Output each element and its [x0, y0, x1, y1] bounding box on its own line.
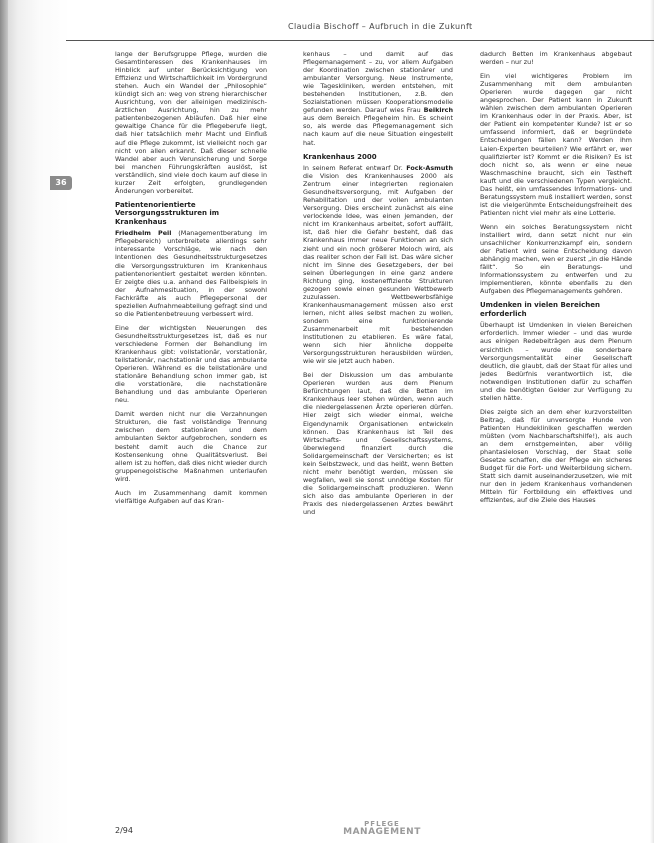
paragraph-text: In seinem Referat entwarf Dr. — [303, 164, 407, 173]
paragraph: Auch im Zusammenhang damit kommen vielfältige Aufgaben auf das Kran- — [115, 488, 267, 505]
paragraph: Wenn ein solches Beratungssystem nicht installiert wird, dann setzt nicht nur ein unsachlicher Konkurrenzkampf ein, sondern der Patient wird seine Entscheidung davon abhängig machen, wen er zuerst „in die Hände fällt“. So ein Beratungs- und Informationssystem zu entwerfen und zu implementieren, könnte ebenfalls zu den Aufgaben des Pflegemanagements gehören. — [480, 222, 632, 296]
paragraph: Bei der Diskussion um das ambulante Operieren wurden aus dem Plenum Befürchtungen laut, daß die Betten im Krankenhaus leer stehen würden, wenn auch die niedergelassenen Ärzte operieren dürfen. Hier zeigt sich wieder einmal, welche Eigendynamik Organisationen entwickeln können. Das Krankenhaus ist Teil des Wirtschafts- und Gesellschaftssystems, überwiegend finanziert durch die Solidargemeinschaft der Versicherten; es ist kein Selbstzweck, und das heißt, wenn Betten nicht mehr benötigt werden, müssen sie wegfallen, weil sie sonst unnötige Kosten für die Solidargemeinschaft produzieren. Wenn sich also das ambulante Operieren in der Praxis des niedergelassenen Arztes bewährt und — [303, 371, 453, 517]
speaker-name: Friedhelm Peil — [115, 229, 172, 238]
text-column-3 — [480, 50, 632, 510]
text-column-1 — [115, 50, 267, 511]
text-column-2 — [303, 50, 453, 522]
magazine-logo — [312, 820, 452, 836]
paragraph: Überhaupt ist Umdenken in vielen Bereichen erforderlich. Immer wieder – und das wurde aus einigen Redebeiträgen aus dem Plenum ersichtlich – wurde die sonderbare Versorgungsmentalität einer Gesellschaft deutlich, die glaubt, daß der Staat für alles und jedes Bedürfnis verantwortlich ist, die notwendigen Institutionen dafür zu schaffen und die benötigten Gelder zur Verfügung zu stellen hätte. — [480, 321, 632, 402]
paragraph-text: kenhaus – und damit auf das Pflegemanagement – zu, vor allem Aufgaben der Koordination zwischen stationärer und ambulanter Versorgung. Neue Instrumente, wie Tageskliniken, werden entstehen, mit bestehenden Institutionen, z.B. den Sozialstationen müssen Kooperationsmodelle gefunden werden. Darauf wies Frau — [303, 50, 453, 115]
paragraph: Dies zeigte sich an dem eher kurzvorstellten Beitrag, daß für unversorgte Hunde von Patienten Hundekliniken geschaffen werden müßten (vom Nachbarschaftshilfe!), als auch an dem ernstgemeinten, aber völlig phantasielosen Vorschlag, der Staat solle Gesetze schaffen, die der Pflege ein sicheres Budget für die Fort- und Weiterbildung sichern. Statt sich damit auseinanderzusetzen, wie mit nur den in jedem Krankenhaus vorhandenen Mitteln für Fortbildung ein effektives und effizientes, auf die Ziele des Hauses — [480, 407, 632, 505]
paragraph: Eine der wichtigsten Neuerungen des Gesundheitsstrukturgesetzes ist, daß es nur verschiedene Formen der Behandlung im Krankenhaus gibt: vollstationär, vorstationär, teilstationär, nachstationär und das ambulante Operieren. Während es die teilstationäre und stationäre Behandlung schon immer gab, ist die vorstationäre, die nachstationäre Behandlung und das ambulante Operieren neu. — [115, 323, 267, 405]
paragraph-text: aus dem Bereich Pflegeheim hin. Es scheint so, als werde das Pflegemanagement sich nach kaum auf die neue Situation eingestellt hat. — [303, 114, 453, 147]
paragraph: lange der Berufsgruppe Pflege, wurden die Gesamtinteressen des Krankenhauses im Hinblick auf unter Berücksichtigung von Effizienz und Wirtschaftlichkeit im Vordergrund stehen. Auch ein Wandel der „Philosophie“ kündigt sich an: weg von streng hierarchischer Ausrichtung, von der alleinigen medizinisch-ärztlichen Ausrichtung, hin zu mehr patientenbezogenen Abläufen. Daß hier eine gewaltige Chance für die Pflegeberufe liegt, daß hier tatsächlich mehr Macht und Einfluß auf die Pflege zukommt, ist vielleicht noch gar nicht von allen erkannt. Daß dieser schnelle Wandel aber auch Verunsicherung und Sorge bei manchen Führungskräften auslöst, ist verständlich, sind viele doch kaum auf diese in kurzer Zeit erfolgten, grundlegenden Änderungen vorbereitet. — [115, 50, 267, 195]
paragraph: Ein viel wichtigeres Problem im Zusammenhang mit dem ambulanten Operieren wurde dagegen gar nicht angesprochen. Der Patient kann in Zukunft wählen zwischen dem ambulanten Operieren im Krankenhaus oder in der Praxis. Aber, ist der Patient ein kompetenter Kunde? Ist er so umfassend informiert, daß er begründete Entscheidungen fällen kann? Werden ihm Laien-Experten beurteilen? Wie erfährt er, wer qualifizierter ist? Kommt er die Risiken? Es ist doch nicht so, als wenn er eine neue Waschmaschine braucht, sich ein Testheft kauft und die verschiedenen Typen vergleicht. Das heißt, ein umfassendes Informations- und Beratungssystem muß installiert werden, sonst ist die vielgerühmte Entscheidungsfreiheit des Patienten nicht viel mehr als eine Lotterie. — [480, 72, 632, 217]
page-number-tab: 36 — [50, 176, 72, 190]
logo-top-text: PFLEGE — [364, 820, 400, 828]
paragraph — [303, 164, 453, 365]
section-heading: Patientenorientierte Versorgungsstrukturen im Krankenhaus — [115, 200, 220, 226]
page-edge-shadow — [650, 0, 654, 843]
paragraph — [115, 229, 267, 318]
issue-number: 2/94 — [115, 826, 133, 835]
book-spine-shadow — [0, 0, 8, 843]
paragraph: Damit werden nicht nur die Verzahnungen Strukturen, die fast vollständige Trennung zwischen dem stationären und dem ambulanten Sektor aufgebrochen, sondern es besteht damit auch die Chance zur Kostensenkung ohne Qualitätsverlust. Bei allem ist zu hoffen, daß dies nicht wieder durch gruppenegoistische Maßnahmen unterlaufen wird. — [115, 410, 267, 483]
logo-bottom-text: MANAGEMENT — [343, 827, 421, 837]
speaker-name: Fock-Asmuth — [406, 164, 453, 173]
running-header: Claudia Bischoff – Aufbruch in die Zukunft — [288, 22, 473, 31]
paragraph-text: die Vision des Krankenhauses 2000 als Zentrum einer integrierten regionalen Gesundheitsversorgung, mit Aufgaben der Rehabilitation und der vollen ambulanten Versorgung. Dies erscheint zunächst als eine verlockende Idee, was einen jemanden, der nicht im Krankenhaus arbeitet, sofort auffällt, ist, daß hier die Gefahr besteht, daß das Krankenhaus immer neue Funktionen an sich zieht und ein noch größerer Moloch wird, als das realiter schon der Fall ist. Das wäre sicher nicht im Sinne des Gesetzgebers, der bei seinen Überlegungen in eine ganz andere Richtung ging, kosteneffiziente Strukturen gezogen sowie einen gesunden Wettbewerb zuzulassen. Wettbewerbsfähige Krankenhausmanagement müssen also erst lernen, nicht alles selbst machen zu wollen, sondern eine funktionierende Zusammenarbeit mit bestehenden Institutionen zu etablieren. Es wäre fatal, wenn sich hier ähnliche doppelte Versorgungsstrukturen herausbilden würden, wie wir sie jetzt auch haben. — [303, 172, 453, 366]
paragraph: dadurch Betten im Krankenhaus abgebaut werden – nur zu! — [480, 50, 632, 67]
speaker-name: Beikirch — [423, 106, 453, 115]
section-heading: Krankenhaus 2000 — [303, 152, 377, 161]
header-rule — [66, 40, 654, 41]
section-heading: Umdenken in vielen Bereichen erforderlich — [480, 301, 600, 318]
paragraph-text: (Managementberatung im Pflegebereich) unterbreitete allerdings sehr interessante Vorschläge, wie nach den Intentionen des Gesundheitsstrukturgesetzes die Versorgungsstrukturen im Krankenhaus patientenorientiert gestaltet werden könnten. Er zeigte dies u.a. anhand des Fallbeispiels in der Aufnahmesituation, in der sowohl Fachkräfte als auch Pflegepersonal der speziellen Aufnahmeabteilung gefragt sind und so die Patientenbetreuung verbessert wird. — [115, 229, 267, 318]
paragraph — [303, 50, 453, 147]
